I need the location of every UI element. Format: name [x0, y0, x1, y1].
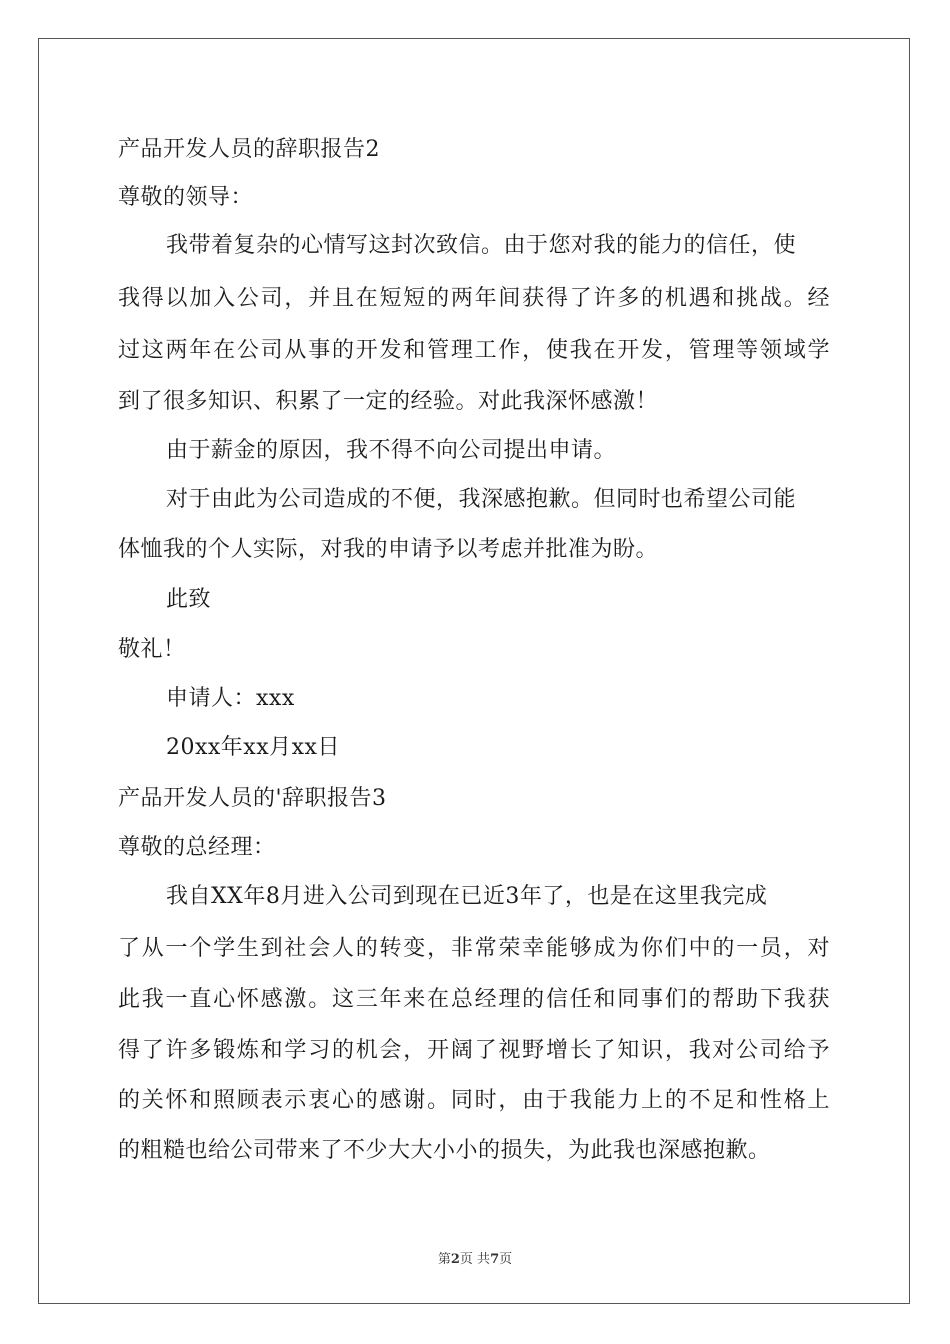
date-line: 20xx年xx月xx日 — [166, 735, 340, 760]
paragraph-line: 我自XX年8月进入公司到现在已近3年了，也是在这里我完成 — [166, 884, 768, 909]
section-title-2: 产品开发人员的辞职报告2 — [118, 137, 380, 162]
paragraph-line: 对于由此为公司造成的不便，我深感抱歉。但同时也希望公司能 — [166, 487, 797, 512]
paragraph-line: 了从一个学生到社会人的转变，非常荣幸能够成为你们中的一员，对 — [118, 936, 830, 961]
page-mid: 页 共 — [459, 1252, 491, 1267]
paragraph-line: 此我一直心怀感激。这三年来在总经理的信任和同事们的帮助下我获 — [118, 987, 830, 1012]
paragraph-line: 我带着复杂的心情写这封次致信。由于您对我的能力的信任，使 — [166, 233, 797, 258]
closing-salute: 敬礼！ — [118, 637, 186, 662]
closing-phrase: 此致 — [166, 587, 212, 612]
applicant-signature: 申请人：xxx — [166, 686, 295, 711]
page-suffix: 页 — [499, 1252, 513, 1267]
paragraph-line: 到了很多知识、积累了一定的经验。对此我深怀感激！ — [118, 389, 659, 414]
paragraph-line: 体恤我的个人实际，对我的申请予以考虑并批准为盼。 — [118, 537, 659, 562]
paragraph-line: 我得以加入公司，并且在短短的两年间获得了许多的机遇和挑战。经 — [118, 286, 830, 311]
paragraph-line: 由于薪金的原因，我不得不向公司提出申请。 — [166, 438, 617, 463]
page-border — [38, 38, 910, 1304]
current-page-number: 2 — [450, 1252, 460, 1267]
paragraph-line: 过这两年在公司从事的开发和管理工作，使我在开发，管理等领域学 — [118, 338, 830, 363]
section-title-3: 产品开发人员的'辞职报告3 — [118, 786, 387, 811]
paragraph-line: 得了许多锻炼和学习的机会，开阔了视野增长了知识，我对公司给予 — [118, 1038, 830, 1063]
page-prefix: 第 — [437, 1252, 451, 1267]
page-footer — [0, 1248, 950, 1267]
paragraph-line: 的粗糙也给公司带来了不少大大小小的损失，为此我也深感抱歉。 — [118, 1138, 771, 1163]
total-page-number: 7 — [490, 1252, 500, 1267]
salutation-2: 尊敬的总经理： — [118, 835, 276, 860]
salutation-1: 尊敬的领导： — [118, 185, 254, 210]
paragraph-line: 的关怀和照顾表示衷心的感谢。同时，由于我能力上的不足和性格上 — [118, 1088, 830, 1113]
